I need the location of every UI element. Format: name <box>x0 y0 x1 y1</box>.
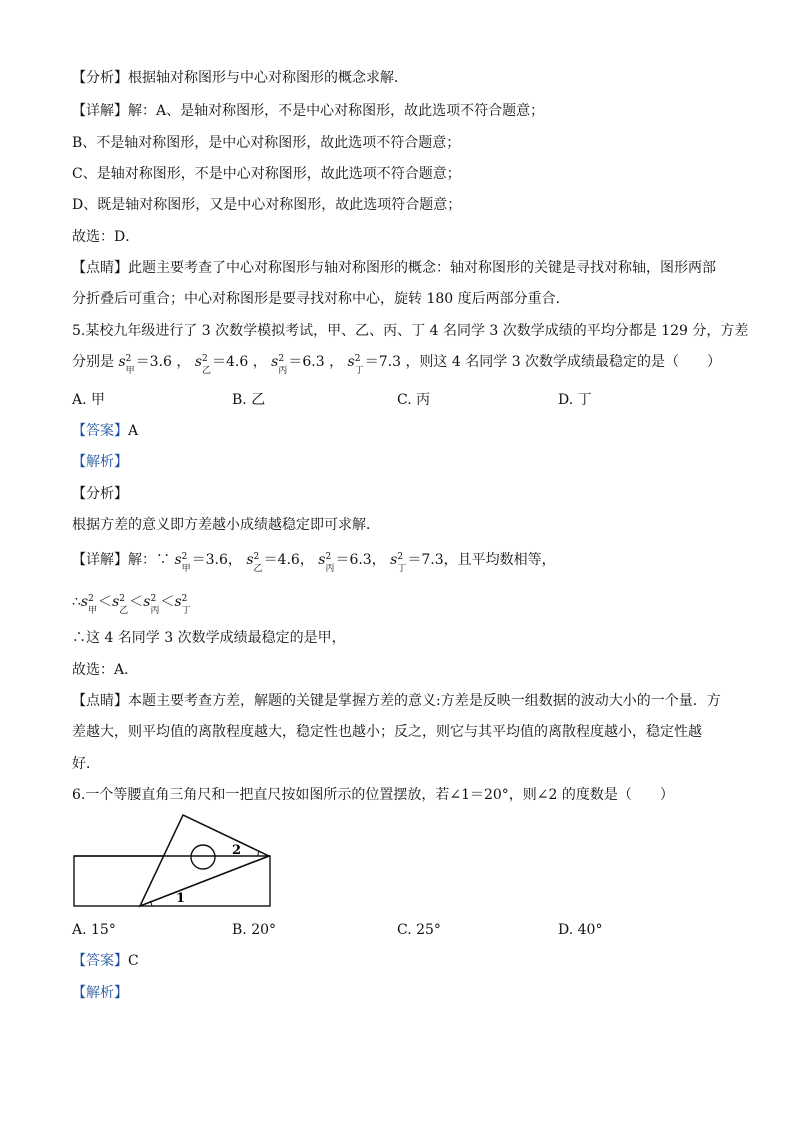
line-note-1: 【点睛】此题主要考查了中心对称图形与轴对称图形的概念：轴对称图形的关键是寻找对称轴，图形两部 <box>72 260 716 276</box>
q5-analysis: 根据方差的意义即方差越小成绩越稳定即可求解． <box>72 517 380 533</box>
line-note-2: 分折叠后可重合；中心对称图形是要寻找对称中心，旋转 180 度后两部分重合． <box>72 291 570 307</box>
comma: ， <box>176 354 191 370</box>
comma: ， <box>252 354 267 370</box>
q5-option-d: D. 丁 <box>558 392 592 408</box>
q5-detail: 【详解】解：∵ s 2 甲 ＝3.6， s 2 乙 ＝4.6， s 2 丙 ＝6.3， s 2 丁 ＝7.3，且平均数相等， <box>72 552 556 574</box>
q5-choose: 故选：A． <box>72 662 139 678</box>
triangle <box>140 815 269 906</box>
question-5-line-1: 5.某校九年级进行了 3 次数学模拟考试，甲、乙、丙、丁 4 名同学 3 次数学成绩的平均分都是 129 分，方差 <box>72 323 749 339</box>
variance-jia: s 2 甲 ＝3.6 <box>118 354 172 376</box>
q5-option-c: C. 丙 <box>397 392 431 408</box>
q5-note-3: 好． <box>72 756 100 772</box>
line-choose-d: 故选：D． <box>72 229 140 245</box>
q5-option-b: B. 乙 <box>232 392 266 408</box>
q5-prefix: 分别是 <box>72 354 119 370</box>
q6-option-c: C. 25° <box>397 922 441 938</box>
q5-suffix: ，则这 4 名同学 3 次数学成绩最稳定的是（ ） <box>405 354 722 370</box>
comma: ， <box>329 354 344 370</box>
line-detail-a: 【详解】解：A、是轴对称图形，不是中心对称图形，故此选项不符合题意； <box>72 103 545 119</box>
q5-note-2: 差越大，则平均值的离散程度越大，稳定性也越小；反之，则它与其平均值的离散程度越小，稳定性越 <box>72 724 702 740</box>
variance-yi: s 2 乙 ＝4.6 <box>194 354 249 376</box>
q5-conclusion: ∴这 4 名同学 3 次数学成绩最稳定的是甲， <box>72 630 346 646</box>
line-option-d: D、既是轴对称图形，又是中心对称图形，故此选项符合题意； <box>72 197 462 213</box>
q6-option-b: B. 20° <box>232 922 277 938</box>
question-6-text: 6.一个等腰直角三角尺和一把直尺按如图所示的位置摆放，若∠1＝20°，则∠2 的度数是（ ） <box>72 787 674 803</box>
ruler-triangle-figure <box>72 812 282 912</box>
variance-ding: s 2 丁 ＝7.3 <box>347 354 401 376</box>
q5-fenxi-label: 【分析】 <box>72 486 128 502</box>
question-6-options <box>72 920 732 940</box>
q5-note-1: 【点睛】本题主要考查方差，解题的关键是掌握方差的意义:方差是反映一组数据的波动大小的一个量．方 <box>72 693 721 709</box>
line-analysis-1: 【分析】根据轴对称图形与中心对称图形的概念求解． <box>72 70 408 86</box>
angle-label-2: 2 <box>232 843 242 858</box>
q6-option-a: A. 15° <box>72 922 116 938</box>
angle-label-1: 1 <box>176 891 186 906</box>
q5-option-a: A. 甲 <box>72 392 106 408</box>
q6-answer: 【答案】C <box>72 953 139 969</box>
q6-jiexi-label: 【解析】 <box>72 985 128 1001</box>
q5-answer: 【答案】A <box>72 423 139 439</box>
q5-jiexi-label: 【解析】 <box>72 454 128 470</box>
q5-inequality: ∴s 2 甲 ＜s 2 乙 ＜s 2 丙 ＜s 2 丁 <box>72 594 191 616</box>
line-option-c: C、是轴对称图形，不是中心对称图形，故此选项不符合题意； <box>72 166 461 182</box>
variance-bing: s 2 丙 ＝6.3 <box>271 354 325 376</box>
line-option-b: B、不是轴对称图形，是中心对称图形，故此选项不符合题意； <box>72 135 461 151</box>
q6-option-d: D. 40° <box>558 922 603 938</box>
question-5-options <box>72 390 732 410</box>
question-5-line-2 <box>72 352 722 376</box>
